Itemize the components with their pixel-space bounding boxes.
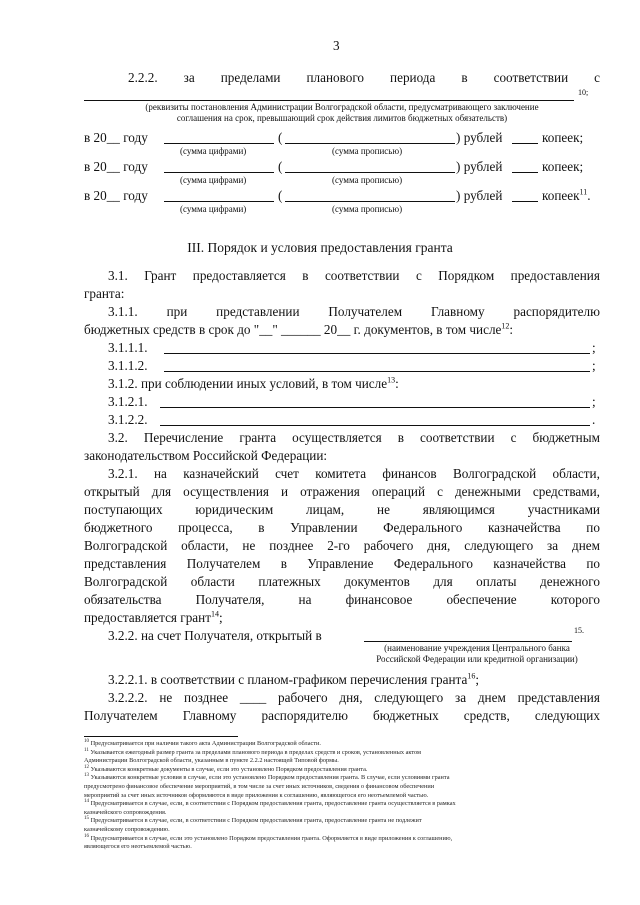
word: Волгоградской xyxy=(452,466,537,481)
year-prefix: в 20__ году xyxy=(84,130,148,145)
p3-2-1-line9: предоставляется грант$^{14}$; xyxy=(84,609,223,625)
footnote-line xyxy=(84,809,166,817)
p3-2-1-line2 xyxy=(84,484,600,500)
p3-2-1-line3 xyxy=(84,502,600,518)
footnote-text: Предусматривается в случае, если это установлено Порядком предоставления гранта. Оформляется в виде приложения к соглашению, xyxy=(90,834,453,842)
p3-2-2-2-line2 xyxy=(84,708,600,724)
word: средств, xyxy=(463,708,510,723)
footnote-line xyxy=(84,740,321,748)
semicolon: ; xyxy=(592,340,596,355)
word: участниками xyxy=(527,502,600,517)
word: ____ xyxy=(239,690,267,705)
word: области, xyxy=(552,466,600,481)
footnote-line xyxy=(84,783,434,791)
word: Управление xyxy=(307,556,374,571)
word: осуществляется xyxy=(292,430,382,445)
footnote-number: 11 xyxy=(84,747,89,753)
footnote-line xyxy=(84,826,170,834)
p3-1-line2: гранта: xyxy=(84,286,125,301)
p3-1-2: 3.1.2. при соблюдении иных условий, в том числе$^{13}$: xyxy=(108,375,399,391)
word: на xyxy=(298,592,312,607)
word: соответствии xyxy=(324,268,400,283)
word: за xyxy=(455,690,467,705)
word: дня, xyxy=(427,538,451,553)
word: не xyxy=(242,538,256,553)
item-3-1-1-2: 3.1.1.2. xyxy=(108,358,148,373)
word: представления xyxy=(84,556,167,571)
word: осуществления xyxy=(183,484,269,499)
footnote-separator xyxy=(84,736,238,737)
item-3-1-1-1: 3.1.1.1. xyxy=(108,340,148,355)
word: соответствии xyxy=(420,430,495,445)
word: предоставляется xyxy=(192,268,286,283)
year-prefix: в 20__ году xyxy=(84,159,148,174)
word: денежными xyxy=(454,484,521,499)
word: обязательства xyxy=(84,592,162,607)
footnote-line xyxy=(84,774,450,782)
footnote-number: 16 xyxy=(84,833,89,839)
word: с xyxy=(594,70,600,85)
p3-1-1-line2: бюджетных средств в срок до "__" ______ 20__ г. документов, в том числе$^{12}$: xyxy=(84,321,514,337)
word: Федерального xyxy=(393,556,473,571)
blank-line xyxy=(512,172,538,173)
blank-line xyxy=(512,201,538,202)
word: позднее xyxy=(184,690,229,705)
footnote-line xyxy=(84,749,421,757)
word: распорядителю xyxy=(261,708,348,723)
footnote-text: Администрации Волгоградской области, указанным в пункте 2.2.2 настоящей Типовой формы. xyxy=(84,757,339,765)
footnote-line xyxy=(84,792,428,800)
section-title: III. Порядок и условия предоставления гранта xyxy=(187,240,453,255)
page-number: 3 xyxy=(333,38,340,53)
word: следующего xyxy=(374,690,444,705)
word: 3.2.2.2. xyxy=(108,690,148,705)
word: не xyxy=(377,502,390,517)
p3-2-2: 3.2.2. на счет Получателя, открытый в xyxy=(108,628,322,643)
word: счет xyxy=(275,466,299,481)
p3-1-1-line1 xyxy=(108,304,600,320)
blank-line xyxy=(285,201,455,202)
period: . xyxy=(592,412,596,427)
word: финансовое xyxy=(345,592,413,607)
word: области, xyxy=(181,538,229,553)
word: Главному xyxy=(430,304,485,319)
word: днем xyxy=(572,538,600,553)
footnote-text: Указываются конкретные документы в случае, если это установлено Порядком предоставления гранта. xyxy=(90,765,368,773)
footnote-number: 14 xyxy=(84,799,89,805)
blank-line xyxy=(164,353,590,354)
word: казначейский xyxy=(183,466,259,481)
p3-2-1-line6 xyxy=(84,556,600,572)
blank-line xyxy=(84,100,574,101)
p3-2-1-line4 xyxy=(84,520,600,536)
blank-line xyxy=(164,371,590,372)
word: бюджетных xyxy=(373,708,439,723)
word: Получателем xyxy=(328,304,403,319)
item-3-1-2-2: 3.1.2.2. xyxy=(108,412,148,427)
footnote-line xyxy=(84,757,339,765)
blank-line xyxy=(512,143,538,144)
p3-2-1-line1 xyxy=(108,466,600,482)
footnote-ref: 15. xyxy=(574,626,584,635)
footnote-text: Предусматривается в случае, если, в соответствии с Порядком предоставления гранта, предоставление гранта не подлежит xyxy=(90,817,422,825)
word: с xyxy=(437,484,443,499)
paren-open: ( xyxy=(278,159,283,174)
word: денежного xyxy=(540,574,600,589)
word: за xyxy=(183,70,195,85)
year-prefix: в 20__ году xyxy=(84,188,148,203)
word: распорядителю xyxy=(513,304,600,319)
p3-2-line1 xyxy=(108,430,600,446)
word: комитета xyxy=(315,466,367,481)
blank-line xyxy=(164,172,274,173)
requisites-caption: (реквизиты постановления Администрации Волгоградской области, предусматривающего заключение соглашения на срок, превышающий срок действия лимитов бюджетных обязательств) xyxy=(145,102,539,123)
word: на xyxy=(153,466,167,481)
word: поступающих xyxy=(84,502,163,517)
blank-line xyxy=(160,407,590,408)
rub-label: ) рублей xyxy=(456,130,503,145)
footnote-line xyxy=(84,766,367,774)
word: являющимся xyxy=(422,502,495,517)
footnote-line xyxy=(84,800,456,808)
word: гранта xyxy=(239,430,277,445)
footnote-number: 12 xyxy=(84,764,89,770)
word: 3.1.1. xyxy=(108,304,138,319)
word: документов xyxy=(344,574,410,589)
footnote-text: Предусматривается в случае, если, в соответствии с Порядком предоставления гранта, предоставление гранта осуществляется в рамках xyxy=(90,800,456,808)
caption-digits: (сумма цифрами) xyxy=(180,146,247,156)
word: Волгоградской xyxy=(84,538,168,553)
footnote-text: предусмотрено финансовое обеспечение мероприятий, в том числе за счет иных источников, сведения о финансовом обеспечении xyxy=(84,783,435,790)
p3-2-2-2-line1 xyxy=(108,690,600,706)
word: следующего xyxy=(464,538,534,553)
caption-words: (сумма прописью) xyxy=(332,146,403,156)
rub-label: ) рублей xyxy=(456,188,503,203)
footnote-text: Указываются конкретные условия в случае, если это установлено Порядком предоставления гранта. В случае, если условиями гранта xyxy=(90,774,450,782)
item-3-1-2-1: 3.1.2.1. xyxy=(108,394,148,409)
semicolon: ; xyxy=(592,394,596,409)
word: в xyxy=(302,268,309,283)
footnote-number: 10 xyxy=(84,738,89,744)
word: Получателем xyxy=(186,556,261,571)
footnote-line xyxy=(84,817,422,825)
word: Главному xyxy=(182,708,237,723)
kop-label: копеек; xyxy=(542,159,584,174)
word: представления xyxy=(517,690,600,705)
word: в xyxy=(461,70,468,85)
footnote-number: 13 xyxy=(84,773,89,779)
word: Федерального xyxy=(383,520,463,535)
p3-2-1-line5 xyxy=(84,538,600,554)
word: 2.2.2. xyxy=(128,70,158,85)
kop-label: копеек; xyxy=(542,130,584,145)
p3-2-1-line8 xyxy=(84,592,600,608)
caption-digits: (сумма цифрами) xyxy=(180,175,247,185)
p3-2-1-line7 xyxy=(84,574,600,590)
word: Волгоградской xyxy=(84,574,168,589)
word: с xyxy=(510,430,517,445)
rub-label: ) рублей xyxy=(456,159,503,174)
word: в xyxy=(397,430,404,445)
word: рабочего xyxy=(363,538,414,553)
word: периода xyxy=(390,70,436,85)
blank-line xyxy=(285,172,455,173)
word: казначейства xyxy=(493,556,566,571)
footnote-line xyxy=(84,843,192,851)
semicolon: ; xyxy=(592,358,596,373)
footnote-text: мероприятий за счет иных источников оформляются в виде приложения к соглашению, являющегося его неотъемлемой частью. xyxy=(84,791,429,799)
kop-label: копеек$^{11}$. xyxy=(542,187,591,203)
caption-words: (сумма прописью) xyxy=(332,175,403,185)
p3-1-line1 xyxy=(108,268,600,284)
footnote-text: казначейскому сопровождению. xyxy=(84,826,170,833)
word: следующих xyxy=(534,708,600,723)
word: средствами, xyxy=(532,484,600,499)
word: планового xyxy=(306,70,365,85)
blank-line xyxy=(285,143,455,144)
word: открытый xyxy=(84,484,140,499)
word: 3.2. xyxy=(108,430,128,445)
word: днем xyxy=(477,690,506,705)
word: процесса, xyxy=(178,520,233,535)
word: соответствии xyxy=(493,70,569,85)
word: Грант xyxy=(144,268,177,283)
word: с xyxy=(415,268,422,283)
paren-open: ( xyxy=(278,188,283,203)
footnote-text: казначейского сопровождения. xyxy=(84,808,167,816)
footnote-text: Указывается ежегодный размер гранта за пределами планового периода в пределах средств и сроков, установленных актом xyxy=(90,748,422,756)
word: обеспечение xyxy=(446,592,517,607)
paren-open: ( xyxy=(278,130,283,145)
word: предоставления xyxy=(510,268,600,283)
word: бюджетного xyxy=(84,520,153,535)
footnote-text: являющегося его неотъемлемой частью. xyxy=(84,843,192,851)
word: для xyxy=(151,484,172,499)
caption-words: (сумма прописью) xyxy=(332,204,403,214)
word: 2-го xyxy=(327,538,350,553)
word: пределами xyxy=(220,70,281,85)
word: которого xyxy=(550,592,600,607)
blank-line xyxy=(160,425,590,426)
word: лицам, xyxy=(306,502,345,517)
word: Получателем xyxy=(84,708,158,723)
word: юридическим xyxy=(195,502,274,517)
word: для xyxy=(433,574,453,589)
word: 3.2.1. xyxy=(108,466,138,481)
word: и xyxy=(281,484,289,499)
word: при xyxy=(166,304,188,319)
word: казначейства xyxy=(487,520,561,535)
word: Перечисление xyxy=(143,430,224,445)
word: в xyxy=(258,520,265,535)
blank-line xyxy=(164,143,274,144)
p3-2-line2: законодательством Российской Федерации: xyxy=(84,448,328,463)
word: платежных xyxy=(258,574,321,589)
footnote-ref: 10; xyxy=(578,88,589,97)
clause-2-2-2 xyxy=(128,70,600,86)
word: представлении xyxy=(216,304,300,319)
blank-line xyxy=(164,201,274,202)
word: позднее xyxy=(269,538,314,553)
word: финансов xyxy=(382,466,437,481)
footnote-number: 15 xyxy=(84,816,89,822)
word: операций xyxy=(371,484,426,499)
caption-digits: (сумма цифрами) xyxy=(180,204,247,214)
word: дня, xyxy=(339,690,363,705)
word: оплаты xyxy=(476,574,517,589)
word: не xyxy=(159,690,173,705)
word: 3.1. xyxy=(108,268,128,283)
word: Порядком xyxy=(438,268,495,283)
word: Управлении xyxy=(290,520,358,535)
word: отражения xyxy=(300,484,360,499)
word: по xyxy=(586,520,600,535)
footnote-line xyxy=(84,835,452,843)
word: бюджетным xyxy=(532,430,600,445)
word: рабочего xyxy=(278,690,328,705)
blank-line xyxy=(364,641,572,642)
footnote-text: Предусматривается при наличии такого акта Администрации Волгоградской области. xyxy=(90,740,321,747)
word: за xyxy=(547,538,559,553)
word: по xyxy=(586,556,600,571)
bank-caption: (наименование учреждения Центрального банка Российской Федерации или кредитной организации) xyxy=(376,643,578,664)
word: в xyxy=(280,556,287,571)
word: области xyxy=(190,574,235,589)
p3-2-2-1: 3.2.2.1. в соответствии с планом-графиком перечисления гранта$^{16}$; xyxy=(108,671,479,687)
word: Получателя, xyxy=(195,592,265,607)
